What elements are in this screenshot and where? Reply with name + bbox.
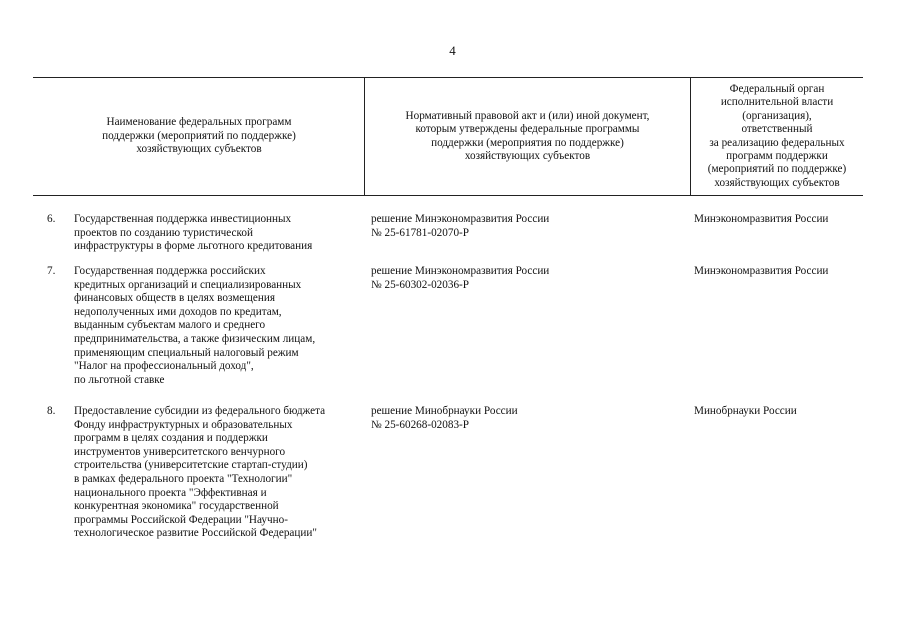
- header-program-name: [34, 78, 364, 195]
- table-header-rule: [33, 195, 863, 196]
- row-number: 8.: [47, 405, 56, 417]
- row-number: 7.: [47, 265, 56, 277]
- row-legal-act: решение Минэкономразвития России № 25-60302-02036-Р: [371, 265, 550, 291]
- header-federal-organ-text: Федеральный орган исполнительной власти (организация), ответственный за реализацию федеральных программ поддержки (мероприятий по поддержке) хозяйствующих субъектов: [707, 82, 847, 189]
- header-legal-act: [365, 78, 690, 195]
- row-federal-organ: Минэкономразвития России: [694, 265, 829, 277]
- page-number: 4: [449, 43, 456, 58]
- header-federal-organ: [691, 78, 863, 195]
- row-federal-organ: Минэкономразвития России: [694, 213, 829, 225]
- row-program-name: Государственная поддержка российских кредитных организаций и специализированных финансовых обществ в целях возмещения недополученных ими доходов по кредитам, выданным субъектам малого и среднего предпринимательства, а также физическим лицам, применяющим специальный налоговый режим "Налог на профессиональный доход", по льготной ставке: [74, 265, 316, 386]
- row-federal-organ: Минобрнауки России: [694, 405, 797, 417]
- row-legal-act: решение Минэкономразвития России № 25-61781-02070-Р: [371, 213, 550, 239]
- row-program-name: Предоставление субсидии из федерального бюджета Фонду инфраструктурных и образовательных программ в целях создания и поддержки инструментов университетского венчурного строительства (университетские стартап-студии) в рамках федерального проекта "Технологии" национального проекта "Эффективная и конкурентная экономика" государственной программы Российской Федерации "Научно- технологическое развитие Российской Федерации": [74, 405, 326, 540]
- header-legal-act-text: Нормативный правовой акт и (или) иной документ, которым утверждены федеральные программы поддержки (мероприятия по поддержке) хозяйствующих субъектов: [405, 109, 650, 162]
- row-number: 6.: [47, 213, 56, 225]
- header-program-name-text: Наименование федеральных программ поддержки (мероприятий по поддержке) хозяйствующих субъектов: [102, 116, 296, 156]
- row-program-name: Государственная поддержка инвестиционных проектов по созданию туристической инфраструктуры в форме льготного кредитования: [74, 213, 313, 253]
- row-legal-act: решение Минобрнауки России № 25-60268-02083-Р: [371, 405, 518, 431]
